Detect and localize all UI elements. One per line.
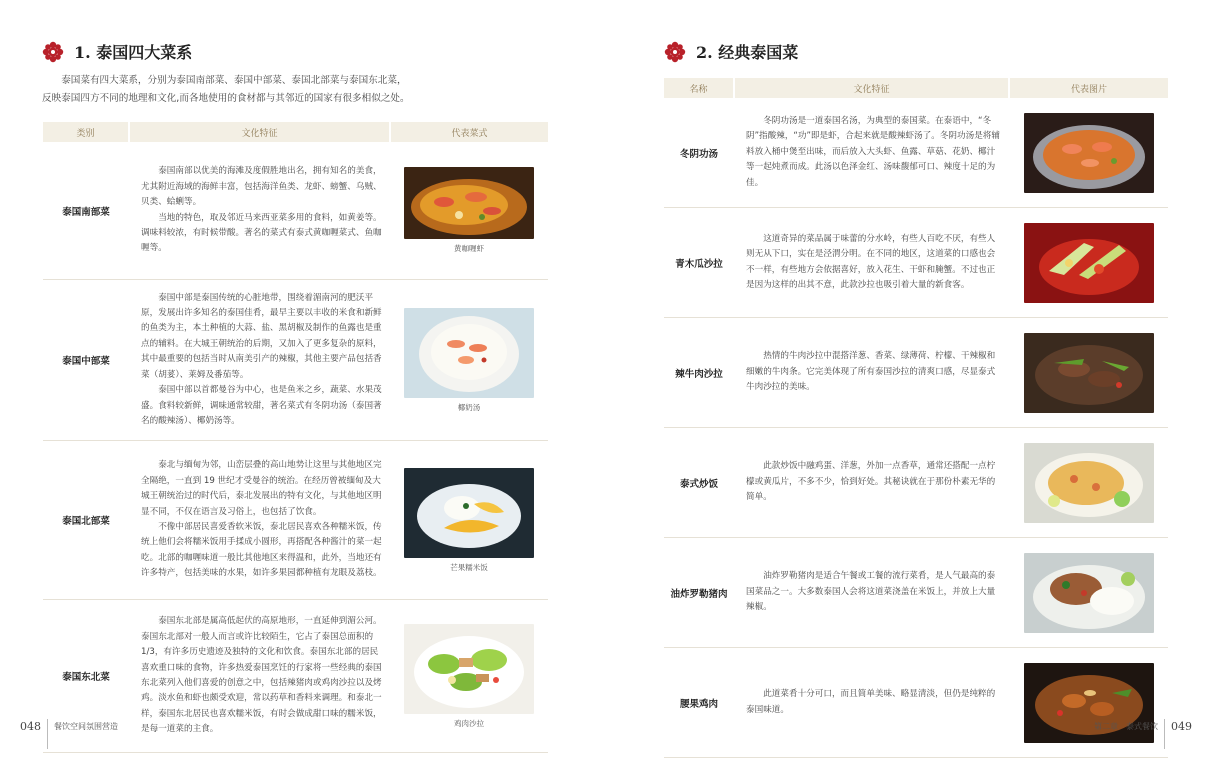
column-header: 代表菜式 xyxy=(390,122,548,142)
table-row xyxy=(43,142,548,280)
dish-name-cell: 冬阴功汤 xyxy=(664,98,734,208)
flower-ornament-icon xyxy=(42,41,64,63)
spicy-beef-salad-photo xyxy=(1024,333,1154,413)
mango-sticky-rice-photo xyxy=(404,468,534,558)
photo-caption: 椰奶汤 xyxy=(457,402,481,412)
table-row xyxy=(664,208,1168,318)
description-text: 泰国中部以首都曼谷为中心，也是鱼米之乡，蔬菜、水果茂盛。食料较新鲜，调味通常较甜，著名菜式有冬阴功汤（泰国著名的酸辣汤）、椰奶汤等。 xyxy=(141,385,382,426)
photo-cell xyxy=(1009,648,1168,758)
page-number: 048 xyxy=(20,719,41,733)
table-row xyxy=(43,441,548,600)
page-title: 1. 泰国四大菜系 xyxy=(74,43,193,62)
coconut-soup-photo xyxy=(404,308,534,398)
section-title-cuisines xyxy=(42,40,192,63)
column-header: 文化特征 xyxy=(734,78,1009,98)
book-title: 餐饮空间氛围营造 xyxy=(54,721,118,731)
intro-line-2: 反映泰国四方不同的地理和文化,而各地使用的食材都与其邻近的国家有很多相似之处。 xyxy=(42,93,410,104)
dish-name-cell: 辣牛肉沙拉 xyxy=(664,318,734,428)
column-header: 类别 xyxy=(43,122,129,142)
description-text: 泰国中部是泰国传统的心脏地带，围绕着湄南河的肥沃平原，发展出许多知名的泰国佳肴，最早主要以丰收的米食和新鲜的鱼类为主，本土种植的大蒜、盐、黑胡椒及制作的鱼露也是重点的辅料。在大城王朝统治的后期，又加入了更多复杂的原料，其中最重要的包括当时从南美引产的辣椒，其他主要产品包括香菜（胡荽）、莱姆及番茄等。 xyxy=(141,292,382,380)
chicken-salad-photo xyxy=(404,624,534,714)
description-text: 油炸罗勒猪肉是适合午餐或工餐的流行菜肴，是人气最高的泰国菜品之一。大多数泰国人会将这道菜浇盖在米饭上，并放上大量辣椒。 xyxy=(746,571,996,613)
category-cell: 泰国北部菜 xyxy=(43,441,129,600)
papaya-salad-photo xyxy=(1024,223,1154,303)
intro-line-1: 泰国菜有四大菜系，分别为泰国南部菜、泰国中部菜、泰国北部菜与泰国东北菜， xyxy=(61,75,407,86)
page-title: 2. 经典泰国菜 xyxy=(696,43,799,62)
intro-paragraph xyxy=(42,72,552,108)
right-footer xyxy=(1094,711,1192,741)
description-cell xyxy=(129,441,390,600)
photo-cell xyxy=(390,280,548,441)
photo-cell xyxy=(1009,538,1168,648)
table-row xyxy=(664,98,1168,208)
photo-cell xyxy=(390,142,548,280)
description-text: 热情的牛肉沙拉中混搭洋葱、香菜、绿薄荷、柠檬、干辣椒和细嫩的牛肉条。它完美体现了所有泰国沙拉的清爽口感，尽显泰式牛肉沙拉的美味。 xyxy=(746,351,996,393)
description-text: 泰国东北部是属高低起伏的高原地形，一直延伸到湄公河。泰国东北部对一般人而言或许比较陌生，它占了泰国总面积的 1/3，有许多历史遗迹及独特的文化和饮食。泰国东北部的居民喜欢重口味的食物，许多热爱泰国烹饪的行家将一些经典的泰国东北菜列入他们喜爱的创意之中，包括辣猪肉或鸡肉沙拉以及烤鸡。淡水鱼和虾也颇受欢迎，常以药草和香料来调理。和泰北一样，泰国东北居民也喜欢糯米饭，有时会做成甜口味的糯米饭，是每一道菜的主食。 xyxy=(141,616,382,735)
description-cell xyxy=(129,142,390,280)
flower-ornament-icon xyxy=(664,41,686,63)
dish-name-cell: 油炸罗勒猪肉 xyxy=(664,538,734,648)
description-text: 冬阴功汤是一道泰国名汤，为典型的泰国菜。在泰语中，“冬阴”指酸辣，“功”即是虾，合起来就是酸辣虾汤了。冬阴功汤是将辅料放入桶中煲至出味，而后放入大头虾、鱼露、草菇、花奶、椰汁等一起炖煮而成。此汤以色泽金红、汤味馥郁可口、辣度十足的为佳。 xyxy=(746,115,1000,188)
description-cell xyxy=(129,280,390,441)
description-text: 不像中部居民喜爱香软米饭，泰北居民喜欢各种糯米饭，传统上他们会将糯米饭用手揉成小圆形，再搭配各种酱汁的菜一起吃。北部的咖喱味道一般比其他地区来得温和，此外，当地还有许多特产，包括美味的水果，如许多果园都种植有龙眼及荔枝。 xyxy=(141,522,382,579)
category-cell: 泰国东北菜 xyxy=(43,600,129,753)
description-cell xyxy=(734,428,1009,538)
left-footer xyxy=(20,711,118,741)
photo-cell xyxy=(1009,318,1168,428)
table-row xyxy=(43,600,548,753)
column-header: 名称 xyxy=(664,78,734,98)
dish-name-cell: 青木瓜沙拉 xyxy=(664,208,734,318)
tom-yum-soup-photo xyxy=(1024,113,1154,193)
table-row xyxy=(664,538,1168,648)
description-text: 此款炒饭中融鸡蛋、洋葱，外加一点香草，通常还搭配一点柠檬或黄瓜片，不多不少，恰到好处。其秘诀就在于那份朴素无华的简单。 xyxy=(746,461,996,503)
photo-caption: 鸡肉沙拉 xyxy=(454,718,484,728)
photo-cell xyxy=(1009,428,1168,538)
description-text: 此道菜肴十分可口，而且简单美味、略显清淡，但仍是纯粹的泰国味道。 xyxy=(746,689,996,715)
description-text: 泰国南部以优美的海滩及度假胜地出名，拥有知名的美食，尤其附近海域的海鲜丰富，包括海洋鱼类、龙虾、螃蟹、乌贼、贝类、蛤蜊等。 xyxy=(141,166,382,208)
category-cell: 泰国中部菜 xyxy=(43,280,129,441)
photo-cell xyxy=(1009,98,1168,208)
category-cell: 泰国南部菜 xyxy=(43,142,129,280)
description-text: 当地的特色，取及邻近马来西亚菜多用的食料，如黄姜等。调味料较浓，有时候带酸。著名的菜式有泰式黄咖喱菜式、鱼咖喱等。 xyxy=(141,212,382,254)
right-page xyxy=(606,0,1212,750)
photo-cell xyxy=(390,600,548,753)
description-cell xyxy=(734,538,1009,648)
table-row xyxy=(664,648,1168,758)
yellow-curry-shrimp-photo xyxy=(404,167,534,239)
chapter-title: 第二章 泰式餐饮 xyxy=(1094,721,1158,731)
photo-cell xyxy=(1009,208,1168,318)
description-cell xyxy=(734,208,1009,318)
description-text: 泰北与缅甸为邻，山峦层叠的高山地势让这里与其他地区完全隔绝，一直到 19 世纪才受曼谷的统治。在经历曾被缅甸及大城王朝统治过的时代后，泰北发展出的特有文化，与其他地区明显不同，不仅在语言及习俗上，也包括了饮食。 xyxy=(141,460,382,517)
table-row xyxy=(664,428,1168,538)
page-number: 049 xyxy=(1171,719,1192,733)
description-cell xyxy=(734,98,1009,208)
cuisines-table xyxy=(43,122,548,753)
classic-dishes-table xyxy=(664,78,1168,758)
dish-name-cell: 泰式炒饭 xyxy=(664,428,734,538)
photo-caption: 黄咖喱虾 xyxy=(454,244,484,253)
dish-name-cell: 腰果鸡肉 xyxy=(664,648,734,758)
section-title-classic-dishes xyxy=(664,40,798,63)
description-cell xyxy=(734,318,1009,428)
description-cell xyxy=(129,600,390,753)
column-header: 文化特征 xyxy=(129,122,390,142)
table-row xyxy=(664,318,1168,428)
description-text: 这道奇异的菜品属于味蕾的分水岭，有些人百吃不厌，有些人则无从下口，实在是泾渭分明。在不同的地区，这道菜的口感也会不一样，有些地方会依据喜好，放入花生、干虾和腌蟹。不过也正是因为这样的出其不意，此款沙拉也吸引着大量的新食客。 xyxy=(746,233,996,290)
footer-divider xyxy=(47,719,48,749)
footer-divider xyxy=(1164,719,1165,749)
description-cell xyxy=(734,648,1009,758)
thai-fried-rice-photo xyxy=(1024,443,1154,523)
table-row xyxy=(43,280,548,441)
photo-caption: 芒果糯米饭 xyxy=(450,562,488,572)
column-header: 代表图片 xyxy=(1009,78,1168,98)
photo-cell xyxy=(390,441,548,600)
fried-basil-pork-photo xyxy=(1024,553,1154,633)
left-page xyxy=(0,0,606,750)
